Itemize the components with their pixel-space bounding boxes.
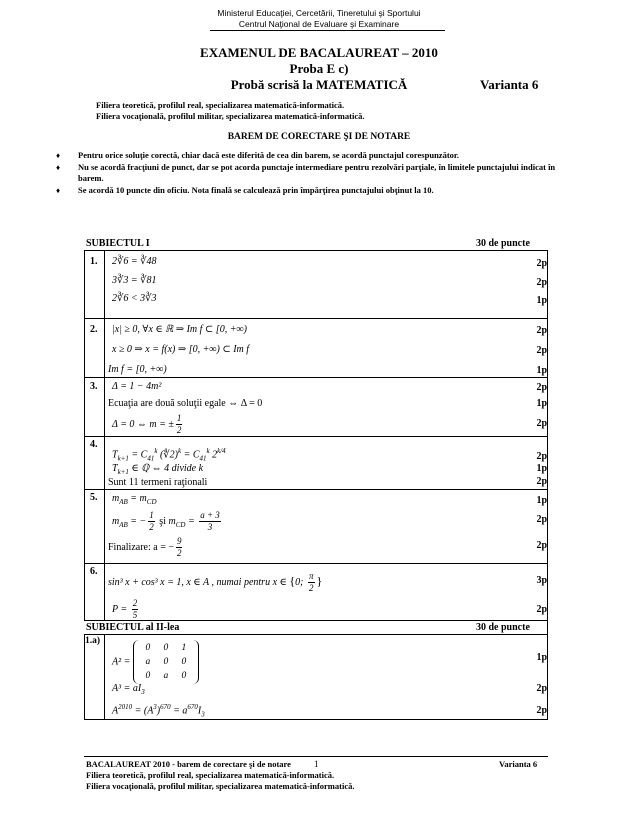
points: 1p — [536, 398, 547, 409]
points: 2p — [536, 418, 547, 429]
item-2-line-1: |x| ≥ 0, ∀x ∈ ℝ ⇒ Im f ⊂ [0, +∞) — [112, 324, 247, 335]
item-5-line-1: $m_{AB} = m_{CD}$ — [112, 493, 157, 506]
item-1-line-1: 2∛6 = ∛48 — [112, 256, 157, 267]
center-header: Centrul Naţional de Evaluare şi Examinare — [238, 19, 400, 29]
item-4-line-1: $T_{k+1} = C_{41}^k$ (∜2)$^k$ = $C_{41}^k$ $2^{k/4}$ — [112, 447, 226, 463]
row-divider — [84, 634, 548, 635]
points: 2p — [536, 476, 547, 487]
item-3-line-2: Ecuaţia are două soluţii egale ⇔ Δ = 0 — [108, 398, 263, 409]
rule-1: Pentru orice soluţie corectă, chiar dacă este diferită de cea din barem, se acordă punctajul corespunzător. — [78, 150, 460, 160]
item-5-line-2: $m_{AB}$ = − $\frac{1}{2}$ şi $m_{CD}$ = $\frac{a + 3}{3}$ — [112, 510, 220, 532]
table-top-border — [84, 250, 548, 251]
item-number: 4. — [90, 439, 98, 450]
points: 2p — [536, 540, 547, 551]
subiect1-points: 30 de puncte — [476, 238, 530, 249]
table-left-border — [84, 634, 85, 719]
fraction: $\frac{2}{5}$ — [132, 598, 138, 620]
rule-2: Nu se acordă fracţiuni de punct, dar se pot acorda punctaje intermediare pentru rezolvări parţiale, în limitele punctajului indicat în barem. — [78, 162, 556, 183]
matrix-line: A² = 0 0 1 a 0 0 0 a 0 — [112, 640, 199, 684]
points: 1p — [536, 365, 547, 376]
item-3-line-3: Δ = 0 ⇔ m = ± $\frac{1}{2}$ — [112, 413, 182, 435]
points: 2p — [536, 325, 547, 336]
row-divider — [84, 436, 548, 437]
item-5-line-3: Finalizare: a = − $\frac{9}{2}$ — [108, 536, 182, 558]
item-number: 1. — [90, 256, 98, 267]
row-divider — [84, 489, 548, 490]
points: 2p — [536, 683, 547, 694]
table-bottom-border — [84, 719, 548, 720]
item-number: 6. — [90, 566, 98, 577]
item-number: 3. — [90, 381, 98, 392]
row-divider — [84, 377, 548, 378]
item-6-line-2: P = $\frac{2}{5}$ — [112, 598, 138, 620]
points: 2p — [536, 258, 547, 269]
header-divider — [210, 30, 445, 31]
item-4-line-3: Sunt 11 termeni raţionali — [108, 477, 208, 488]
item-2-line-2: x ≥ 0 ⇒ x = f(x) ⇒ [0, +∞) ⊂ Im f — [112, 344, 250, 355]
points: 2p — [536, 382, 547, 393]
proba-title: Proba E c) — [289, 61, 349, 76]
footer-line-3: Filiera vocaţională, profilul militar, specializarea matematică-informatică. — [86, 781, 355, 791]
points: 1p — [536, 652, 547, 663]
points: 1p — [536, 495, 547, 506]
item-number: 5. — [90, 492, 98, 503]
page-number: 1 — [314, 759, 319, 769]
fraction: $\frac{9}{2}$ — [176, 536, 182, 558]
bullet-icon: ♦ — [56, 163, 61, 172]
row-divider — [84, 620, 548, 621]
table-num-border — [104, 250, 105, 620]
footer-line-2: Filiera teoretică, profilul real, specializarea matematică-informatică. — [86, 770, 335, 780]
points: 1p — [536, 463, 547, 474]
points: 2p — [536, 277, 547, 288]
filiera-line-1: Filiera teoretică, profilul real, specializarea matematică-informatică. — [96, 100, 345, 110]
item-1-line-3: 2∛6 < 3∛3 — [112, 293, 157, 304]
bullet-icon: ♦ — [56, 151, 61, 160]
fraction: $\frac{a + 3}{3}$ — [200, 510, 220, 532]
table-num-border — [104, 634, 105, 719]
item-2-1a-line-3: $A^{2010} = (A^3)^{670} = a^{670}I_3$ — [112, 703, 205, 719]
subiect2-title: SUBIECTUL al II-lea — [86, 622, 180, 633]
fraction: $\frac{\pi}{2}$ — [309, 571, 314, 593]
barem-title: BAREM DE CORECTARE ŞI DE NOTARE — [227, 132, 411, 142]
subiect1-title: SUBIECTUL I — [86, 238, 150, 249]
points: 1p — [536, 295, 547, 306]
item-4-line-2: $T_{k+1}$ ∈ ℚ ⇔ 4 divide k — [112, 463, 204, 476]
item-2-line-3: Im f = [0, +∞) — [108, 364, 167, 375]
subject-title: Probă scrisă la MATEMATICĂ — [230, 77, 408, 92]
ministry-header: Ministerul Educaţiei, Cercetării, Tineretului şi Sportului — [217, 8, 421, 18]
item-1-line-2: 3∛3 = ∛81 — [112, 275, 157, 286]
points: 3p — [536, 575, 547, 586]
table-left-border — [84, 250, 85, 620]
item-6-line-1: sin³ x + cos³ x = 1, x ∈ A , numai pentru x ∈ {0; $\frac{\pi}{2}$ } — [108, 571, 323, 593]
item-number: 2. — [90, 324, 98, 335]
item-2-1a-line-2: $A^3 = aI_3$ — [112, 683, 145, 696]
table-right-border — [547, 250, 548, 719]
points: 2p — [536, 604, 547, 615]
footer-right: Varianta 6 — [499, 759, 538, 769]
item-number: 1.a) — [85, 636, 101, 646]
fraction: $\frac{1}{2}$ — [176, 413, 182, 435]
footer-divider — [84, 756, 548, 757]
bullet-icon: ♦ — [56, 186, 61, 195]
points: 2p — [536, 451, 547, 462]
row-divider — [84, 318, 548, 319]
fraction: $\frac{1}{2}$ — [149, 510, 154, 532]
filiera-line-2: Filiera vocaţională, profilul militar, specializarea matematică-informatică. — [96, 111, 365, 121]
footer-left: BACALAUREAT 2010 - barem de corectare şi de notare — [86, 759, 291, 769]
rule-3: Se acordă 10 puncte din oficiu. Nota finală se calculează prin împărţirea punctajului obţinut la 10. — [78, 185, 434, 195]
item-3-line-1: Δ = 1 − 4m² — [112, 381, 162, 392]
points: 2p — [536, 345, 547, 356]
matrix-a: 0 0 1 a 0 0 0 a 0 — [133, 640, 199, 684]
points: 2p — [536, 514, 547, 525]
points: 2p — [536, 705, 547, 716]
variant-label: Varianta 6 — [480, 77, 539, 92]
subiect2-points: 30 de puncte — [476, 622, 530, 633]
row-divider — [84, 563, 548, 564]
exam-title: EXAMENUL DE BACALAUREAT – 2010 — [200, 45, 438, 60]
